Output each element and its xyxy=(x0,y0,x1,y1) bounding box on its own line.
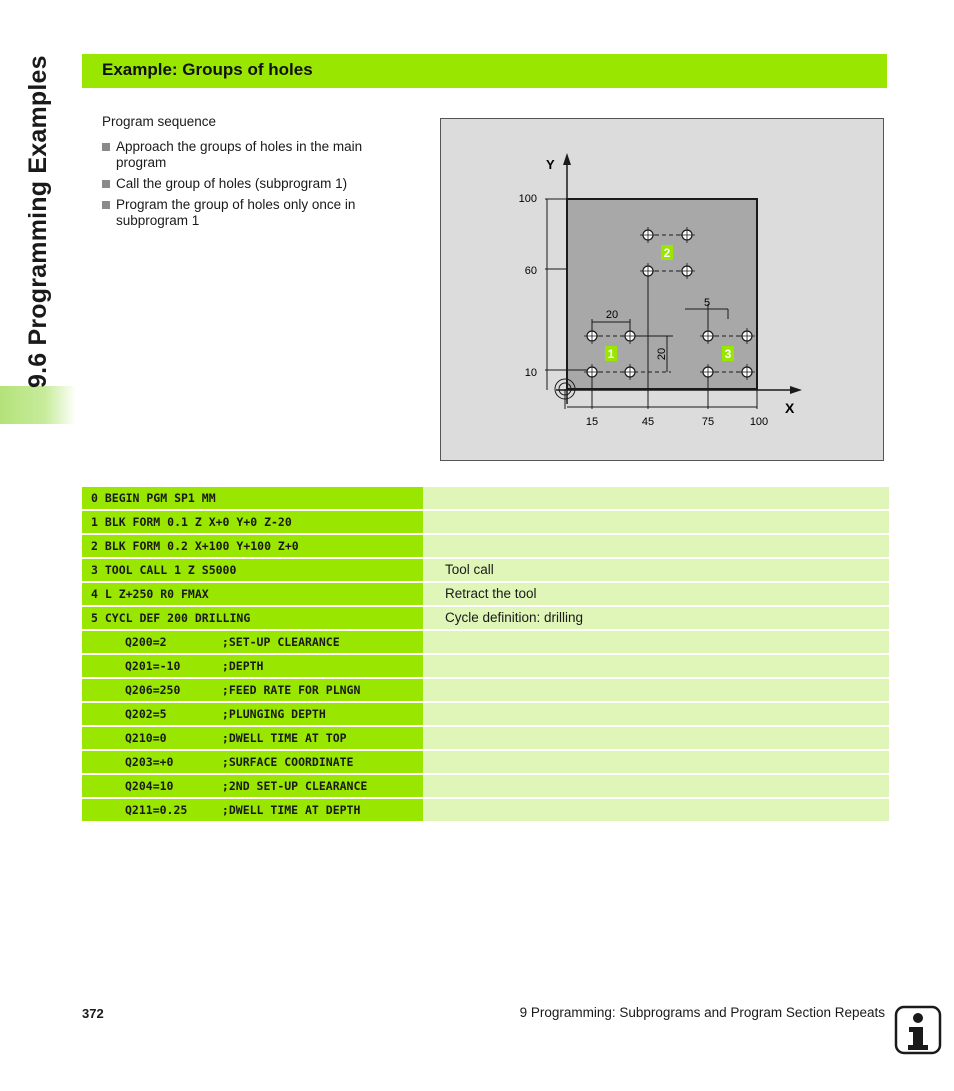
y-tick-100: 100 xyxy=(518,193,537,205)
program-row xyxy=(82,751,889,773)
bullet-text: Program the group of holes only once in subprogram 1 xyxy=(116,197,356,228)
x-tick-100: 100 xyxy=(749,416,769,428)
bullet-square-icon xyxy=(102,143,110,151)
program-row xyxy=(82,607,889,629)
nc-comment xyxy=(423,727,889,749)
program-listing xyxy=(82,487,889,823)
dim-5: 5 xyxy=(703,297,711,309)
bullet-square-icon xyxy=(102,201,110,209)
side-tab-marker xyxy=(0,386,76,424)
nc-comment: Retract the tool xyxy=(423,583,889,605)
group-3-label: 3 xyxy=(724,347,732,361)
bullet-text: Approach the groups of holes in the main program xyxy=(116,139,363,170)
intro-heading: Program sequence xyxy=(102,114,217,129)
dim-20-horizontal: 20 xyxy=(605,309,619,321)
nc-comment xyxy=(423,799,889,821)
program-row xyxy=(82,655,889,677)
x-tick-45: 45 xyxy=(641,416,655,428)
group-1-label: 1 xyxy=(607,347,615,361)
program-row xyxy=(82,799,889,821)
program-row xyxy=(82,703,889,725)
program-row xyxy=(82,727,889,749)
nc-code-line: 0 BEGIN PGM SP1 MM xyxy=(82,487,423,509)
x-axis-arrow-icon xyxy=(790,386,802,394)
nc-code-line: Q201=-10 ;DEPTH xyxy=(82,655,423,677)
nc-code-line: 5 CYCL DEF 200 DRILLING xyxy=(82,607,423,629)
nc-comment xyxy=(423,487,889,509)
y-tick-60: 60 xyxy=(524,265,537,277)
nc-code-line: 2 BLK FORM 0.2 X+100 Y+100 Z+0 xyxy=(82,535,423,557)
intro-block xyxy=(102,114,402,234)
nc-comment xyxy=(423,679,889,701)
program-row xyxy=(82,535,889,557)
nc-code-line: 1 BLK FORM 0.1 Z X+0 Y+0 Z-20 xyxy=(82,511,423,533)
y-tick-10: 10 xyxy=(524,367,537,379)
program-row xyxy=(82,559,889,581)
nc-code-line: Q200=2 ;SET-UP CLEARANCE xyxy=(82,631,423,653)
hole-pattern-drawing xyxy=(440,118,884,461)
nc-code-line: Q204=10 ;2ND SET-UP CLEARANCE xyxy=(82,775,423,797)
nc-code-line: 3 TOOL CALL 1 Z S5000 xyxy=(82,559,423,581)
nc-comment xyxy=(423,535,889,557)
nc-comment: Cycle definition: drilling xyxy=(423,607,889,629)
nc-comment xyxy=(423,631,889,653)
program-row xyxy=(82,511,889,533)
group-2-label: 2 xyxy=(663,246,671,260)
section-header xyxy=(82,54,887,88)
program-row xyxy=(82,583,889,605)
nc-comment xyxy=(423,751,889,773)
nc-code-line: 4 L Z+250 R0 FMAX xyxy=(82,583,423,605)
nc-code-line: Q206=250 ;FEED RATE FOR PLNGN xyxy=(82,679,423,701)
drawing-svg xyxy=(441,119,883,460)
program-row xyxy=(82,631,889,653)
nc-comment xyxy=(423,655,889,677)
x-tick-75: 75 xyxy=(701,416,715,428)
y-axis-arrow-icon xyxy=(563,153,571,165)
page-number: 372 xyxy=(82,1006,104,1021)
nc-comment xyxy=(423,775,889,797)
program-row xyxy=(82,487,889,509)
section-title: Example: Groups of holes xyxy=(102,60,313,79)
nc-code-line: Q202=5 ;PLUNGING DEPTH xyxy=(82,703,423,725)
chapter-footer: 9 Programming: Subprograms and Program Section Repeats xyxy=(519,1005,885,1020)
dim-20-vertical: 20 xyxy=(656,347,668,361)
bullet-text: Call the group of holes (subprogram 1) xyxy=(116,176,348,191)
bullet-square-icon xyxy=(102,180,110,188)
bullet-item xyxy=(102,139,402,171)
nc-comment: Tool call xyxy=(423,559,889,581)
x-tick-15: 15 xyxy=(585,416,599,428)
program-row xyxy=(82,679,889,701)
side-section-title: 9.6 Programming Examples xyxy=(24,55,52,388)
program-row xyxy=(82,775,889,797)
nc-code-line: Q203=+0 ;SURFACE COORDINATE xyxy=(82,751,423,773)
nc-comment xyxy=(423,703,889,725)
bullet-item xyxy=(102,197,402,229)
y-axis-label: Y xyxy=(546,157,555,172)
bullet-item xyxy=(102,176,402,192)
nc-code-line: Q210=0 ;DWELL TIME AT TOP xyxy=(82,727,423,749)
info-icon xyxy=(894,1005,942,1055)
nc-code-line: Q211=0.25 ;DWELL TIME AT DEPTH xyxy=(82,799,423,821)
nc-comment xyxy=(423,511,889,533)
x-axis-label: X xyxy=(785,400,795,416)
